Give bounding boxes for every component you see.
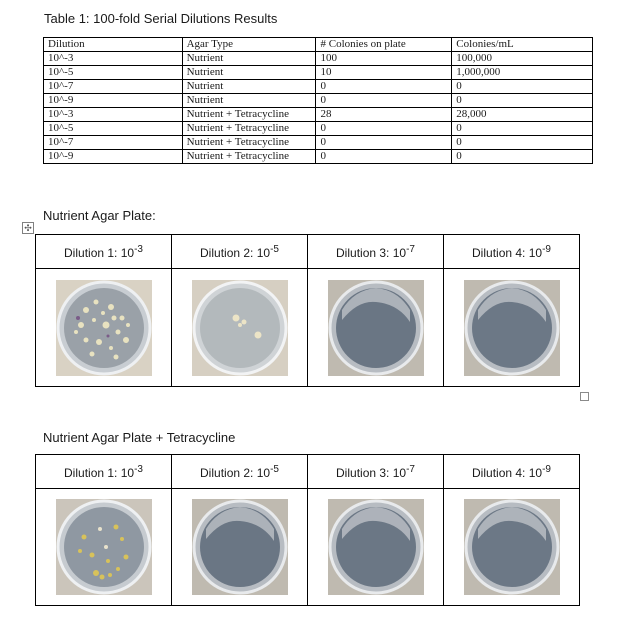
header-dilution: Dilution <box>44 38 183 52</box>
cell-colonies: 28 <box>316 108 452 122</box>
cell-colonies: 0 <box>316 94 452 108</box>
cell-dilution: 10^-7 <box>44 136 183 150</box>
cell-dilution: 10^-7 <box>44 80 183 94</box>
cell-dilution: 10^-5 <box>44 122 183 136</box>
table-row <box>44 52 593 66</box>
table-row <box>44 108 593 122</box>
table-row <box>44 66 593 80</box>
cell-colonies: 0 <box>316 150 452 164</box>
cell-dilution: 10^-5 <box>44 66 183 80</box>
petri-dish-photo <box>56 280 152 376</box>
cell-agar-type: Nutrient <box>182 52 316 66</box>
cell-dilution: 10^-3 <box>44 52 183 66</box>
petri-dish-photo <box>192 280 288 376</box>
table-move-handle-icon[interactable]: ✣ <box>22 222 34 234</box>
table-header-row <box>44 38 593 52</box>
tetracycline-plates-caption: Nutrient Agar Plate + Tetracycline <box>43 430 236 445</box>
cell-colonies-per-ml: 28,000 <box>452 108 593 122</box>
plate-header: Dilution 4: $10^{-9}$ <box>444 235 580 269</box>
tetracycline-plates-table <box>35 454 580 606</box>
cell-dilution: 10^-3 <box>44 108 183 122</box>
petri-dish-photo <box>464 280 560 376</box>
header-colonies-on-plate: # Colonies on plate <box>316 38 452 52</box>
cell-colonies-per-ml: 0 <box>452 150 593 164</box>
table-row <box>44 122 593 136</box>
cell-dilution: 10^-9 <box>44 150 183 164</box>
cell-colonies: 0 <box>316 136 452 150</box>
plate-header: Dilution 1: $10^{-3}$ <box>36 455 172 489</box>
petri-dish-photo <box>328 499 424 595</box>
header-agar-type: Agar Type <box>182 38 316 52</box>
plate-header: Dilution 4: $10^{-9}$ <box>444 455 580 489</box>
plate-header: Dilution 3: $10^{-7}$ <box>308 235 444 269</box>
cell-agar-type: Nutrient + Tetracycline <box>182 108 316 122</box>
cell-colonies-per-ml: 0 <box>452 122 593 136</box>
cell-colonies-per-ml: 0 <box>452 94 593 108</box>
cell-dilution: 10^-9 <box>44 94 183 108</box>
cell-colonies: 0 <box>316 80 452 94</box>
petri-dish-photo <box>464 499 560 595</box>
plate-header: Dilution 3: $10^{-7}$ <box>308 455 444 489</box>
cell-agar-type: Nutrient + Tetracycline <box>182 150 316 164</box>
cell-colonies-per-ml: 0 <box>452 136 593 150</box>
table-row <box>44 150 593 164</box>
cell-colonies-per-ml: 0 <box>452 80 593 94</box>
table-row <box>44 136 593 150</box>
table1-caption: Table 1: 100-fold Serial Dilutions Results <box>44 11 278 26</box>
results-table <box>43 37 593 164</box>
cell-agar-type: Nutrient <box>182 94 316 108</box>
cell-agar-type: Nutrient + Tetracycline <box>182 122 316 136</box>
cell-colonies: 10 <box>316 66 452 80</box>
plate-header: Dilution 2: $10^{-5}$ <box>172 455 308 489</box>
cell-colonies-per-ml: 1,000,000 <box>452 66 593 80</box>
petri-dish-photo <box>328 280 424 376</box>
cell-colonies: 100 <box>316 52 452 66</box>
nutrient-plates-caption: Nutrient Agar Plate: <box>43 208 156 223</box>
cell-colonies-per-ml: 100,000 <box>452 52 593 66</box>
table-resize-handle-icon[interactable] <box>580 392 589 401</box>
cell-agar-type: Nutrient + Tetracycline <box>182 136 316 150</box>
petri-dish-photo <box>192 499 288 595</box>
plate-header: Dilution 1: $10^{-3}$ <box>36 235 172 269</box>
cell-colonies: 0 <box>316 122 452 136</box>
table-row <box>44 80 593 94</box>
table-row <box>44 94 593 108</box>
petri-dish-photo <box>56 499 152 595</box>
plate-header: Dilution 2: $10^{-5}$ <box>172 235 308 269</box>
cell-agar-type: Nutrient <box>182 80 316 94</box>
cell-agar-type: Nutrient <box>182 66 316 80</box>
nutrient-plates-table <box>35 234 580 387</box>
header-colonies-per-ml: Colonies/mL <box>452 38 593 52</box>
